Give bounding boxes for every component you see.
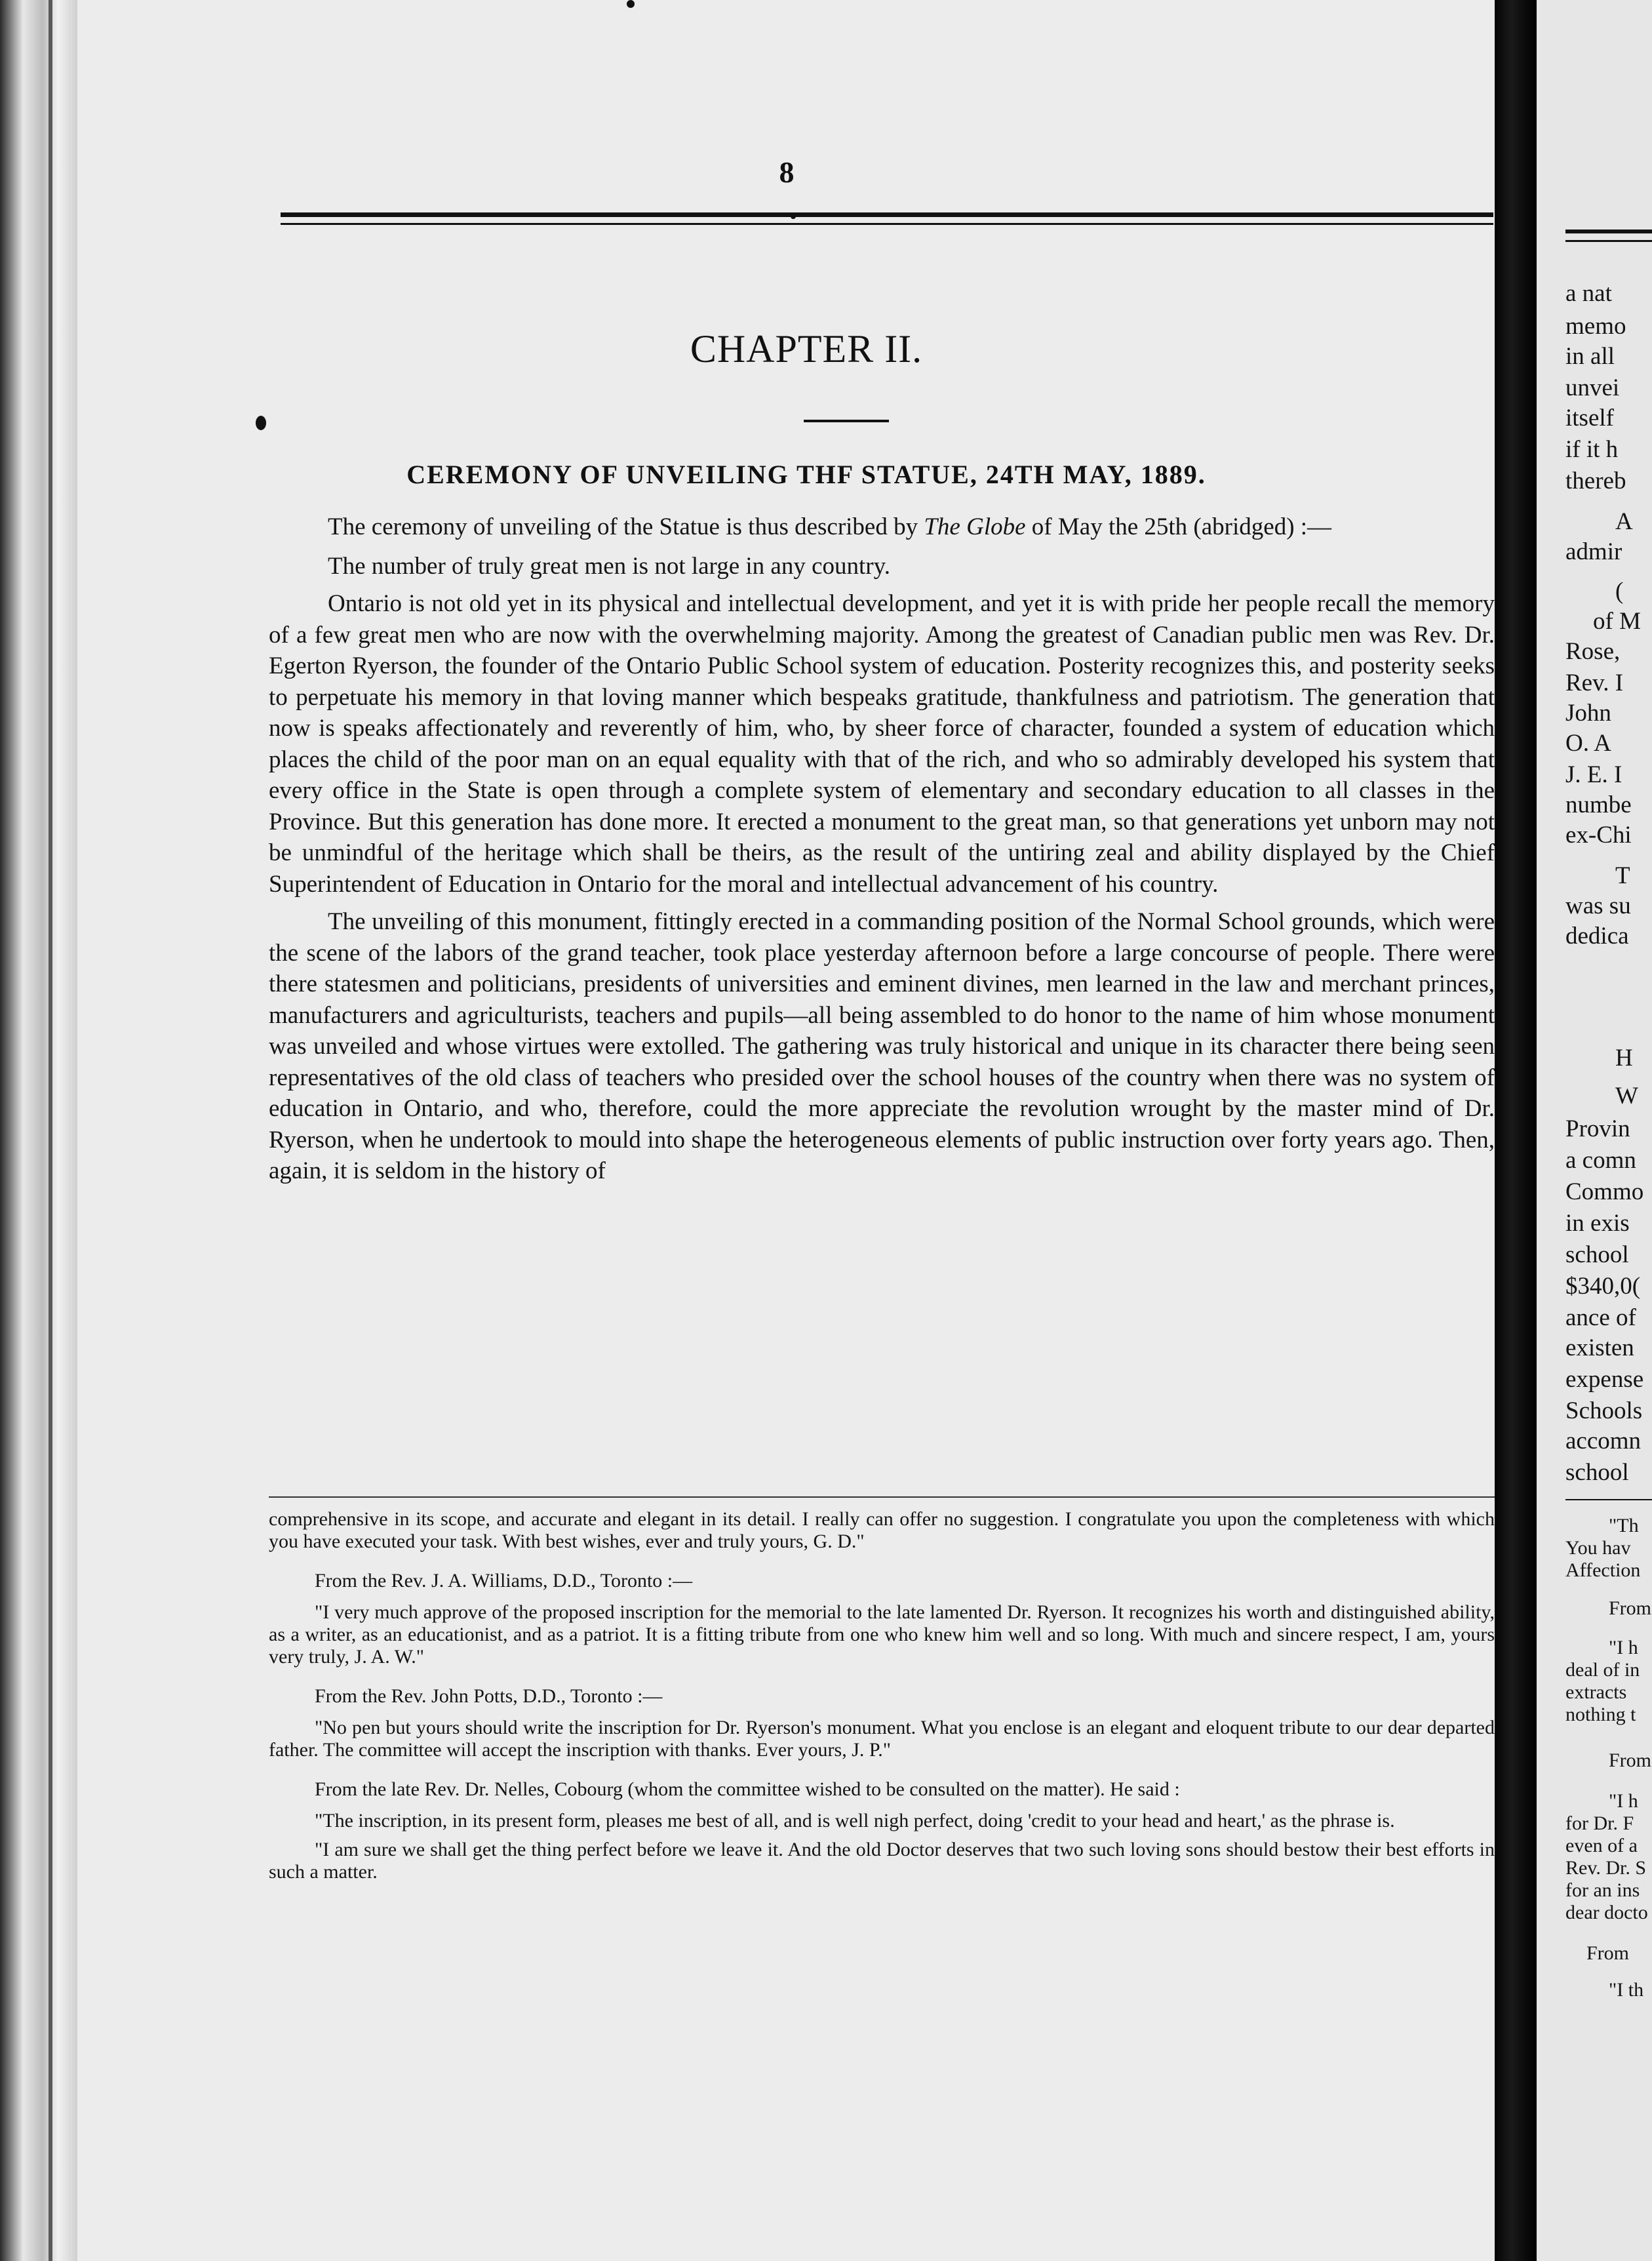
footnote-fragment: "I h [1609,1790,1638,1812]
text-fragment: memo [1565,313,1626,340]
text-fragment: J. E. I [1565,761,1622,788]
page-number: 8 [779,155,795,189]
header-rule-thin [1565,240,1652,242]
footnote-rule [269,1496,1495,1498]
footnote-source: From the Rev. John Potts, D.D., Toronto :— [315,1685,663,1707]
footnote-fragment: From [1586,1942,1630,1964]
text-fragment: thereb [1565,468,1626,494]
text-fragment: a nat [1565,280,1612,307]
footnote-fragment: even of a [1565,1835,1638,1856]
paragraph: The unveiling of this monument, fittingly erected in a commanding position of the Normal School grounds, which were the scene of the labors of the grand teacher, took place yesterday afternoon before a large concourse of people. There were there statesmen and politicians, presidents of universities and eminent divines, men learned in the law and merchant princes, manufacturers and agriculturists, teachers and pupils—all being assembled to do honor to the name of him whose monument was unveiled and whose virtues were extolled. The gathering was truly historical and unique in its character there being seen representatives of the old class of teachers who presided over the school houses of the country when there was no system of education in Ontario, and who, therefore, could the more appreciate the revolution wrought by the master mind of Dr. Ryerson, when he undertook to mould into shape the heterogeneous elements of public instruction over forty years ago. Then, again, it is seldom in the history of [269,908,1495,1184]
footnote: comprehensive in its scope, and accurate and elegant in its detail. I really can offer no suggestion. I congratulate you upon the completeness with which you have executed your task. With best wishes, ever and truly yours, G. D." [269,1508,1495,1552]
footnotes [269,1508,1495,1883]
text-fragment: $340,0( [1565,1273,1641,1300]
text-fragment: W [1615,1083,1638,1110]
right-page-fragment [1537,0,1652,2261]
footnote: "I very much approve of the proposed inscription for the memorial to the late lamented Dr. Ryerson. It recognizes his worth and distinguished ability, as a writer, as an educationist, and as a patriot. It is a fitting tribute from one who knew him well and so long. With much and sincere respect, I am, yours very truly, J. A. W." [269,1601,1495,1668]
text-fragment: A [1615,508,1633,535]
paragraph-intro [269,511,1495,543]
footnote-fragment: "I h [1609,1637,1638,1658]
text-fragment: ex-Chi [1565,822,1632,849]
text-fragment: of M [1593,608,1641,635]
text-fragment: admir [1565,538,1622,565]
speck [256,416,266,430]
footnote-fragment: dear docto [1565,1902,1648,1923]
text-fragment: itself [1565,405,1614,431]
text-fragment: expense [1565,1366,1644,1393]
paragraph: The number of truly great men is not large in any country. [328,552,890,580]
text-fragment: Rose, [1565,638,1621,665]
page-gutter [1495,0,1537,2261]
text-fragment: accomn [1565,1428,1642,1454]
footnote-fragment: "Th [1609,1515,1639,1536]
text-fragment: a comn [1565,1147,1636,1174]
text-fragment: was su [1565,892,1631,919]
chapter-title: CHAPTER II. [690,327,923,370]
header-rule-thick [1565,230,1652,233]
text-fragment: T [1615,862,1630,889]
text-fragment: dedica [1565,923,1629,950]
binding-line [49,0,52,2261]
text-fragment: Rev. I [1565,670,1624,696]
header-rule-thick [281,212,1493,217]
title-rule [804,420,889,422]
text-fragment: O. A [1565,730,1611,757]
footnote-fragment: Affection [1565,1559,1641,1581]
intro-text: The ceremony of unveiling of the Statue is thus described by [328,513,924,540]
footnote-source: From the Rev. J. A. Williams, D.D., Toronto :— [315,1570,693,1591]
footnote-fragment: From [1609,1597,1652,1619]
newspaper-title: The Globe [924,513,1026,540]
text-fragment: Commo [1565,1178,1644,1205]
text-fragment: existen [1565,1334,1634,1361]
footnote-fragment: Rev. Dr. S [1565,1857,1647,1879]
footnote-fragment: nothing t [1565,1704,1636,1725]
footnote-fragment: extracts [1565,1681,1627,1703]
text-fragment: Schools [1565,1397,1643,1424]
text-fragment: ance of [1565,1304,1636,1331]
text-fragment: school [1565,1241,1629,1268]
footnote-source: From the late Rev. Dr. Nelles, Cobourg (whom the committee wished to be consulted on the matter). He said : [315,1778,1180,1800]
text-fragment: John [1565,700,1611,727]
body-text [269,511,1495,1193]
intro-text-end: of May the 25th (abridged) :— [1025,513,1332,540]
text-fragment: in exis [1565,1210,1630,1237]
text-fragment: numbe [1565,791,1632,818]
paragraph: Ontario is not old yet in its physical and intellectual development, and yet it is with pride her people recall the memory of a few great men who are now with the overwhelming majority. Among the greatest of Canadian public men was Rev. Dr. Egerton Ryerson, the founder of the Ontario Public School system of education. Posterity recognizes this, and posterity seeks to perpetuate his memory in that loving manner which bespeaks gratitude, thankfulness and patriotism. The generation that now is speaks affectionately and reverently of him, who, by sheer force of character, founded a system of education which places the child of the poor man on an equal equality with that of the rich, and who so admirably developed his system that every office in the State is open through a complete system of elementary and secondary education to all classes in the Province. But this generation has done more. It erected a monument to the great man, so that generations yet unborn may not be unmindful of the heritage which shall be theirs, as the result of the untiring zeal and ability displayed by the Chief Superintendent of Education in Ontario for the moral and intellectual advancement of his country. [269,590,1495,898]
footnote-fragment: for an ins [1565,1879,1640,1901]
footnote-fragment: "I th [1609,1979,1644,2001]
text-fragment: in all [1565,343,1615,370]
text-fragment: ( [1615,578,1624,605]
footnote-fragment: deal of in [1565,1659,1640,1681]
section-heading: CEREMONY OF UNVEILING THF STATUE, 24TH MAY, 1889. [406,460,1206,489]
footnote-rule [1565,1499,1652,1500]
text-fragment: if it h [1565,436,1619,463]
footnote: "No pen but yours should write the inscription for Dr. Ryerson's monument. What you enclose is an elegant and eloquent tribute to our dear departed father. The committee will accept the inscription with thanks. Ever yours, J. P." [269,1717,1495,1761]
footnote-fragment: From [1609,1750,1652,1771]
text-fragment: unvei [1565,374,1620,401]
text-fragment: school [1565,1459,1629,1486]
left-page [77,0,1495,2261]
binding-edge [0,0,77,2261]
speck [627,0,635,8]
text-fragment: Provin [1565,1115,1630,1142]
text-fragment: H [1615,1045,1633,1071]
footnote: "The inscription, in its present form, pleases me best of all, and is well nigh perfect, doing 'credit to your head and heart,' as the phrase is. [315,1810,1395,1831]
footnote-fragment: You hav [1565,1537,1631,1559]
header-rule-thin [281,223,1493,225]
footnote-fragment: for Dr. F [1565,1812,1634,1834]
footnote: "I am sure we shall get the thing perfect before we leave it. And the old Doctor deserves that two such loving sons should bestow their best efforts in such a matter. [269,1839,1495,1883]
